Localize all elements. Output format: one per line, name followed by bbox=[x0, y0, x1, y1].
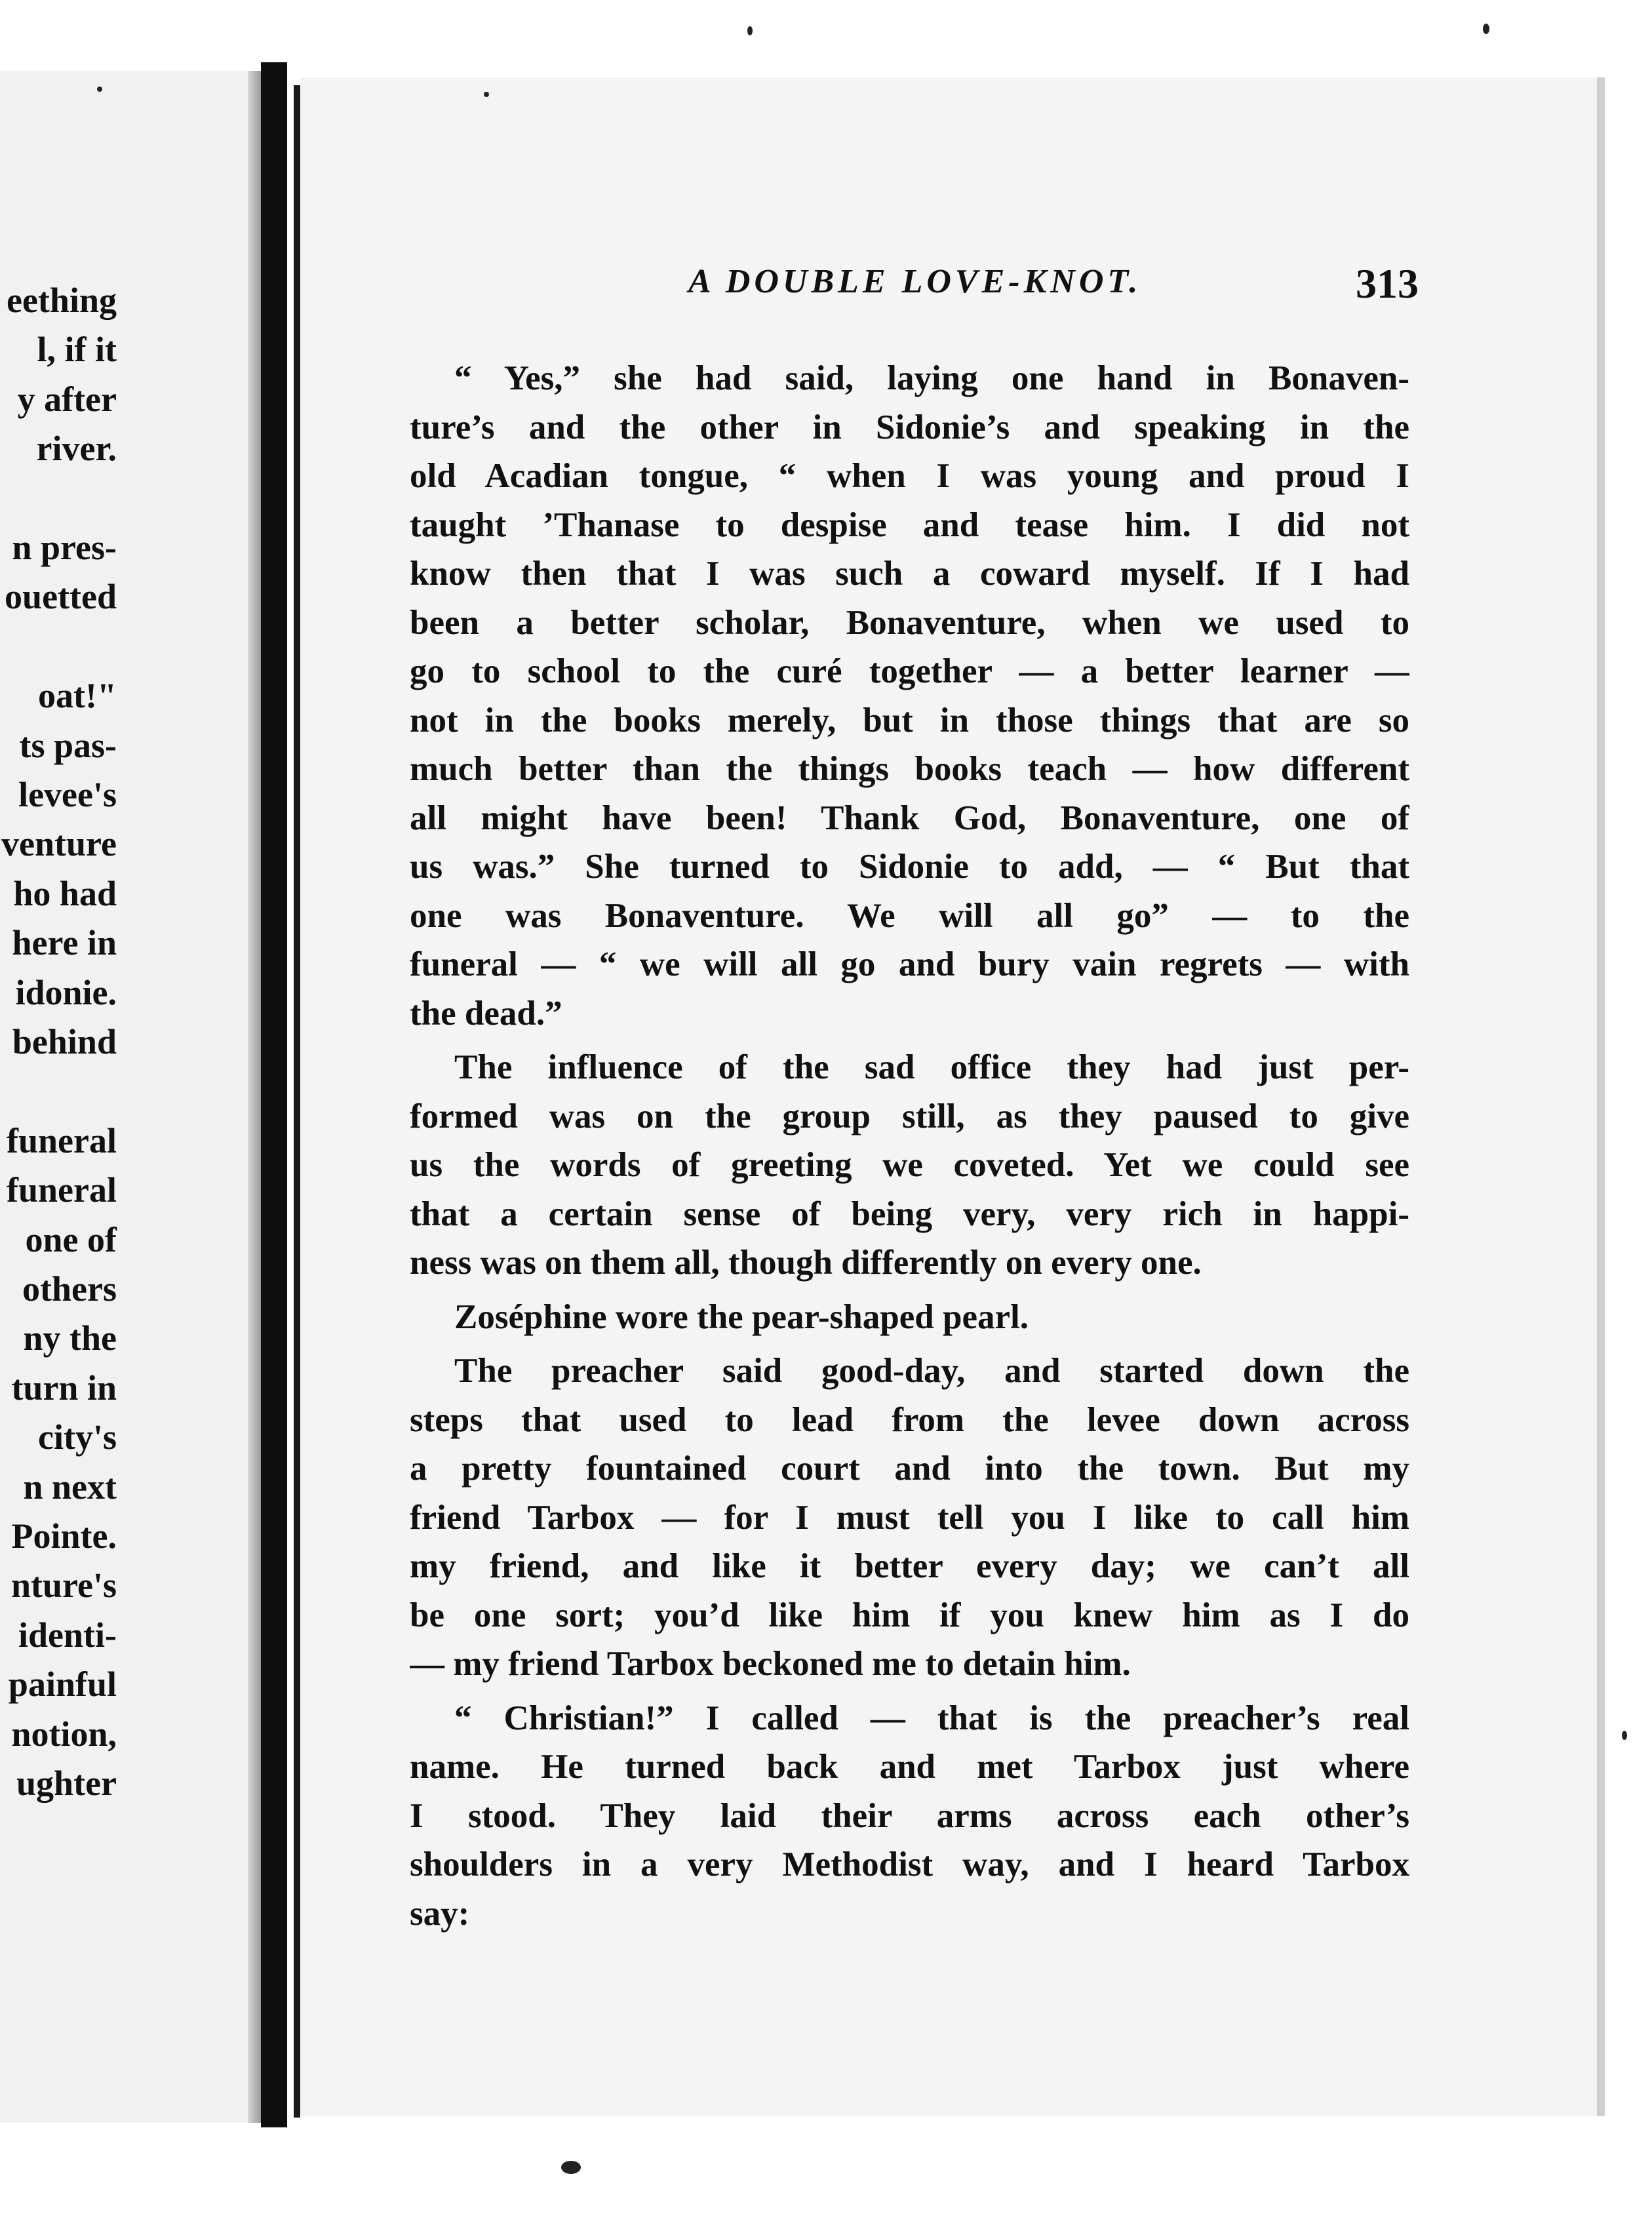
paragraph bbox=[410, 1347, 1409, 1689]
previous-page-line: n pres- bbox=[12, 528, 117, 567]
page-body-text bbox=[410, 354, 1409, 1938]
previous-page-line: river. bbox=[36, 429, 117, 469]
previous-page-line: y after bbox=[17, 379, 117, 419]
text-line: us the words of greeting we coveted. Yet we could see bbox=[410, 1146, 1409, 1184]
previous-page-line: ny the bbox=[23, 1318, 117, 1358]
page-edge-shadow bbox=[248, 71, 261, 2123]
text-line: us was.” She turned to Sidonie to add, — “ But that bbox=[410, 848, 1409, 886]
previous-page-line: idonie. bbox=[15, 972, 117, 1012]
previous-page-line: Pointe. bbox=[11, 1516, 117, 1556]
previous-page-line: ho had bbox=[13, 873, 117, 913]
text-line: — my friend Tarbox beckoned me to detain him. bbox=[410, 1645, 1131, 1683]
paragraph bbox=[410, 1043, 1409, 1288]
text-line: formed was on the group still, as they paused to give bbox=[410, 1097, 1409, 1135]
text-line: not in the books merely, but in those things that are so bbox=[410, 701, 1409, 740]
scan-speck bbox=[747, 26, 753, 35]
text-line: funeral — “ we will all go and bury vain regrets — with bbox=[410, 945, 1409, 983]
paragraph-gap bbox=[410, 1689, 1409, 1694]
previous-page-line: identi- bbox=[18, 1615, 117, 1655]
text-line: my friend, and like it better every day; we can’t all bbox=[410, 1547, 1409, 1585]
previous-page-line: n next bbox=[23, 1467, 117, 1507]
previous-page-line: ughter bbox=[16, 1764, 117, 1803]
previous-page-line: oat!" bbox=[38, 676, 117, 716]
paragraph bbox=[410, 1293, 1409, 1342]
previous-page-line: turn in bbox=[11, 1368, 117, 1408]
text-line: say: bbox=[410, 1894, 470, 1933]
text-line: the dead.” bbox=[410, 994, 562, 1033]
previous-page-line: venture bbox=[1, 824, 117, 864]
previous-page-line: ts pas- bbox=[19, 725, 117, 765]
previous-page-text bbox=[0, 71, 117, 2123]
text-line: “ Yes,” she had said, laying one hand in Bonaven- bbox=[454, 359, 1409, 397]
text-line: been a better scholar, Bonaventure, when we used to bbox=[410, 603, 1409, 642]
text-line: one was Bonaventure. We will all go” — to the bbox=[410, 896, 1409, 935]
previous-page-fragment bbox=[0, 71, 261, 2123]
previous-page-line: behind bbox=[12, 1022, 117, 1061]
text-line: go to school to the curé together — a better learner — bbox=[410, 652, 1409, 690]
text-line: I stood. They laid their arms across each other’s bbox=[410, 1796, 1409, 1835]
previous-page-line: one of bbox=[25, 1219, 117, 1259]
paragraph bbox=[410, 354, 1409, 1038]
text-line: know then that I was such a coward myself. If I had bbox=[410, 555, 1409, 593]
scan-speck bbox=[97, 87, 102, 92]
book-gutter bbox=[261, 62, 287, 2127]
paragraph-gap bbox=[410, 1038, 1409, 1043]
text-line: ness was on them all, though differently on every one. bbox=[410, 1244, 1202, 1282]
scan-speck bbox=[1622, 1731, 1627, 1740]
scan-speck bbox=[484, 92, 489, 97]
text-line: steps that used to lead from the levee down across bbox=[410, 1400, 1409, 1439]
text-line: be one sort; you’d like him if you knew him as I do bbox=[410, 1596, 1409, 1634]
text-line: The influence of the sad office they had just per- bbox=[454, 1048, 1409, 1086]
previous-page-line: levee's bbox=[18, 775, 117, 814]
text-line: that a certain sense of being very, very rich in happi- bbox=[410, 1194, 1409, 1233]
previous-page-line: notion, bbox=[11, 1714, 117, 1754]
text-line: taught ’Thanase to despise and tease him. I did not bbox=[410, 505, 1409, 544]
paragraph-gap bbox=[410, 1288, 1409, 1293]
scan-speck bbox=[1483, 24, 1489, 34]
text-line: shoulders in a very Methodist way, and I heard Tarbox bbox=[410, 1845, 1409, 1884]
previous-page-line: nture's bbox=[10, 1566, 117, 1606]
text-line: “ Christian!” I called — that is the preacher’s real bbox=[454, 1699, 1409, 1737]
text-line: ture’s and the other in Sidonie’s and speaking in the bbox=[410, 408, 1409, 446]
previous-page-line: eething bbox=[7, 281, 117, 320]
running-head: A DOUBLE LOVE-KNOT. bbox=[688, 263, 1142, 300]
text-line: much better than the things books teach — how different bbox=[410, 750, 1409, 788]
text-line: Zoséphine wore the pear-shaped pearl. bbox=[454, 1297, 1029, 1336]
text-line: old Acadian tongue, “ when I was young and proud I bbox=[410, 457, 1409, 495]
page-number: 313 bbox=[1356, 260, 1419, 307]
text-line: a pretty fountained court and into the town. But my bbox=[410, 1450, 1409, 1488]
previous-page-line: funeral bbox=[7, 1170, 117, 1210]
text-line: friend Tarbox — for I must tell you I like to call him bbox=[410, 1498, 1409, 1537]
scan-speck bbox=[561, 2161, 581, 2174]
text-line: The preacher said good-day, and started down the bbox=[454, 1352, 1409, 1390]
previous-page-line: others bbox=[22, 1269, 117, 1309]
previous-page-line: funeral bbox=[7, 1120, 117, 1160]
paragraph bbox=[410, 1694, 1409, 1939]
previous-page-line: l, if it bbox=[37, 330, 117, 370]
paragraph-gap bbox=[410, 1341, 1409, 1347]
text-line: all might have been! Thank God, Bonaventure, one of bbox=[410, 799, 1409, 837]
previous-page-line: here in bbox=[12, 923, 117, 963]
text-line: name. He turned back and met Tarbox just where bbox=[410, 1748, 1409, 1786]
previous-page-line: ouetted bbox=[5, 577, 117, 617]
previous-page-line: painful bbox=[8, 1665, 117, 1705]
previous-page-line: city's bbox=[38, 1417, 117, 1457]
gutter-rule bbox=[294, 85, 300, 2118]
